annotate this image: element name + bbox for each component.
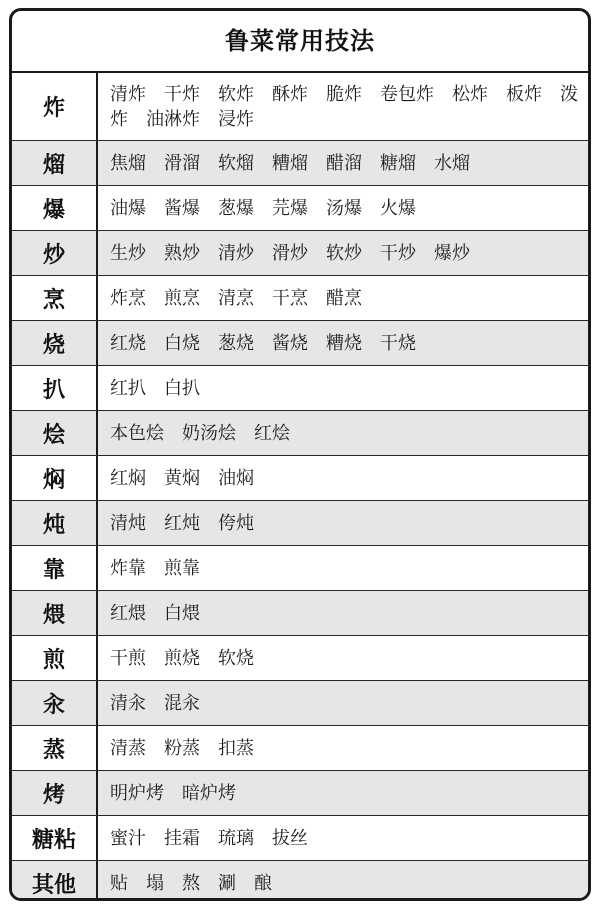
technique-cell: 烤	[12, 771, 98, 815]
table-row-dun	[12, 501, 588, 546]
table-row-kao-roast	[12, 771, 588, 816]
technique-cell: 蒸	[12, 726, 98, 770]
technique-cell: 煨	[12, 591, 98, 635]
technique-cell: 烧	[12, 321, 98, 365]
technique-cell: 炖	[12, 501, 98, 545]
methods-text: 干煎 煎烧 软烧	[110, 647, 254, 669]
methods-cell	[98, 321, 588, 365]
technique-cell: 炸	[12, 73, 98, 140]
table-row-tangzhan	[12, 816, 588, 861]
methods-cell	[98, 636, 588, 680]
methods-text: 蜜汁 挂霜 琉璃 拔丝	[110, 827, 308, 849]
technique-cell: 汆	[12, 681, 98, 725]
technique-cell: 熘	[12, 141, 98, 185]
table-row-zha	[12, 73, 588, 141]
technique-cell: 糖粘	[12, 816, 98, 860]
methods-cell	[98, 141, 588, 185]
table-row-chao	[12, 231, 588, 276]
table-row-men	[12, 456, 588, 501]
methods-cell	[98, 591, 588, 635]
table-row-cuan	[12, 681, 588, 726]
methods-cell	[98, 231, 588, 275]
methods-text: 清蒸 粉蒸 扣蒸	[110, 737, 254, 759]
table-title: 鲁菜常用技法	[12, 11, 588, 73]
technique-cell: 爆	[12, 186, 98, 230]
technique-cell: 靠	[12, 546, 98, 590]
methods-cell	[98, 546, 588, 590]
methods-text: 焦熘 滑溜 软熘 糟熘 醋溜 糖熘 水熘	[110, 152, 470, 174]
table-row-qita	[12, 861, 588, 901]
methods-text: 清炸 干炸 软炸 酥炸 脆炸 卷包炸 松炸 板炸 泼炸 油淋炸 浸炸	[110, 83, 578, 130]
table-row-pa	[12, 366, 588, 411]
methods-cell	[98, 816, 588, 860]
methods-text: 炸靠 煎靠	[110, 557, 200, 579]
methods-cell	[98, 456, 588, 500]
methods-cell	[98, 861, 588, 901]
methods-cell	[98, 366, 588, 410]
table-row-hui	[12, 411, 588, 456]
technique-cell: 烹	[12, 276, 98, 320]
methods-text: 红扒 白扒	[110, 377, 200, 399]
methods-text: 油爆 酱爆 葱爆 芫爆 汤爆 火爆	[110, 197, 416, 219]
methods-text: 红焖 黄焖 油焖	[110, 467, 254, 489]
table-row-liu	[12, 141, 588, 186]
technique-cell: 焖	[12, 456, 98, 500]
methods-text: 红煨 白煨	[110, 602, 200, 624]
methods-text: 炸烹 煎烹 清烹 干烹 醋烹	[110, 287, 362, 309]
technique-cell: 煎	[12, 636, 98, 680]
table-row-peng	[12, 276, 588, 321]
methods-cell	[98, 411, 588, 455]
methods-text: 明炉烤 暗炉烤	[110, 782, 236, 804]
table-row-wei	[12, 591, 588, 636]
technique-cell: 烩	[12, 411, 98, 455]
methods-cell	[98, 501, 588, 545]
table-row-zheng	[12, 726, 588, 771]
methods-text: 本色烩 奶汤烩 红烩	[110, 422, 290, 444]
technique-cell: 其他	[12, 861, 98, 901]
table-row-bao	[12, 186, 588, 231]
technique-cell: 扒	[12, 366, 98, 410]
table-row-jian	[12, 636, 588, 681]
methods-cell	[98, 186, 588, 230]
methods-cell	[98, 276, 588, 320]
methods-cell	[98, 681, 588, 725]
methods-cell	[98, 726, 588, 770]
methods-text: 贴 塌 熬 涮 酿	[110, 872, 272, 894]
technique-cell: 炒	[12, 231, 98, 275]
methods-cell	[98, 73, 588, 140]
techniques-table	[12, 73, 588, 901]
methods-cell	[98, 771, 588, 815]
methods-text: 清炖 红炖 侉炖	[110, 512, 254, 534]
methods-text: 生炒 熟炒 清炒 滑炒 软炒 干炒 爆炒	[110, 242, 470, 264]
methods-text: 清汆 混汆	[110, 692, 200, 714]
table-row-shao	[12, 321, 588, 366]
techniques-card	[9, 8, 591, 901]
table-row-kao-lean	[12, 546, 588, 591]
methods-text: 红烧 白烧 葱烧 酱烧 糟烧 干烧	[110, 332, 416, 354]
